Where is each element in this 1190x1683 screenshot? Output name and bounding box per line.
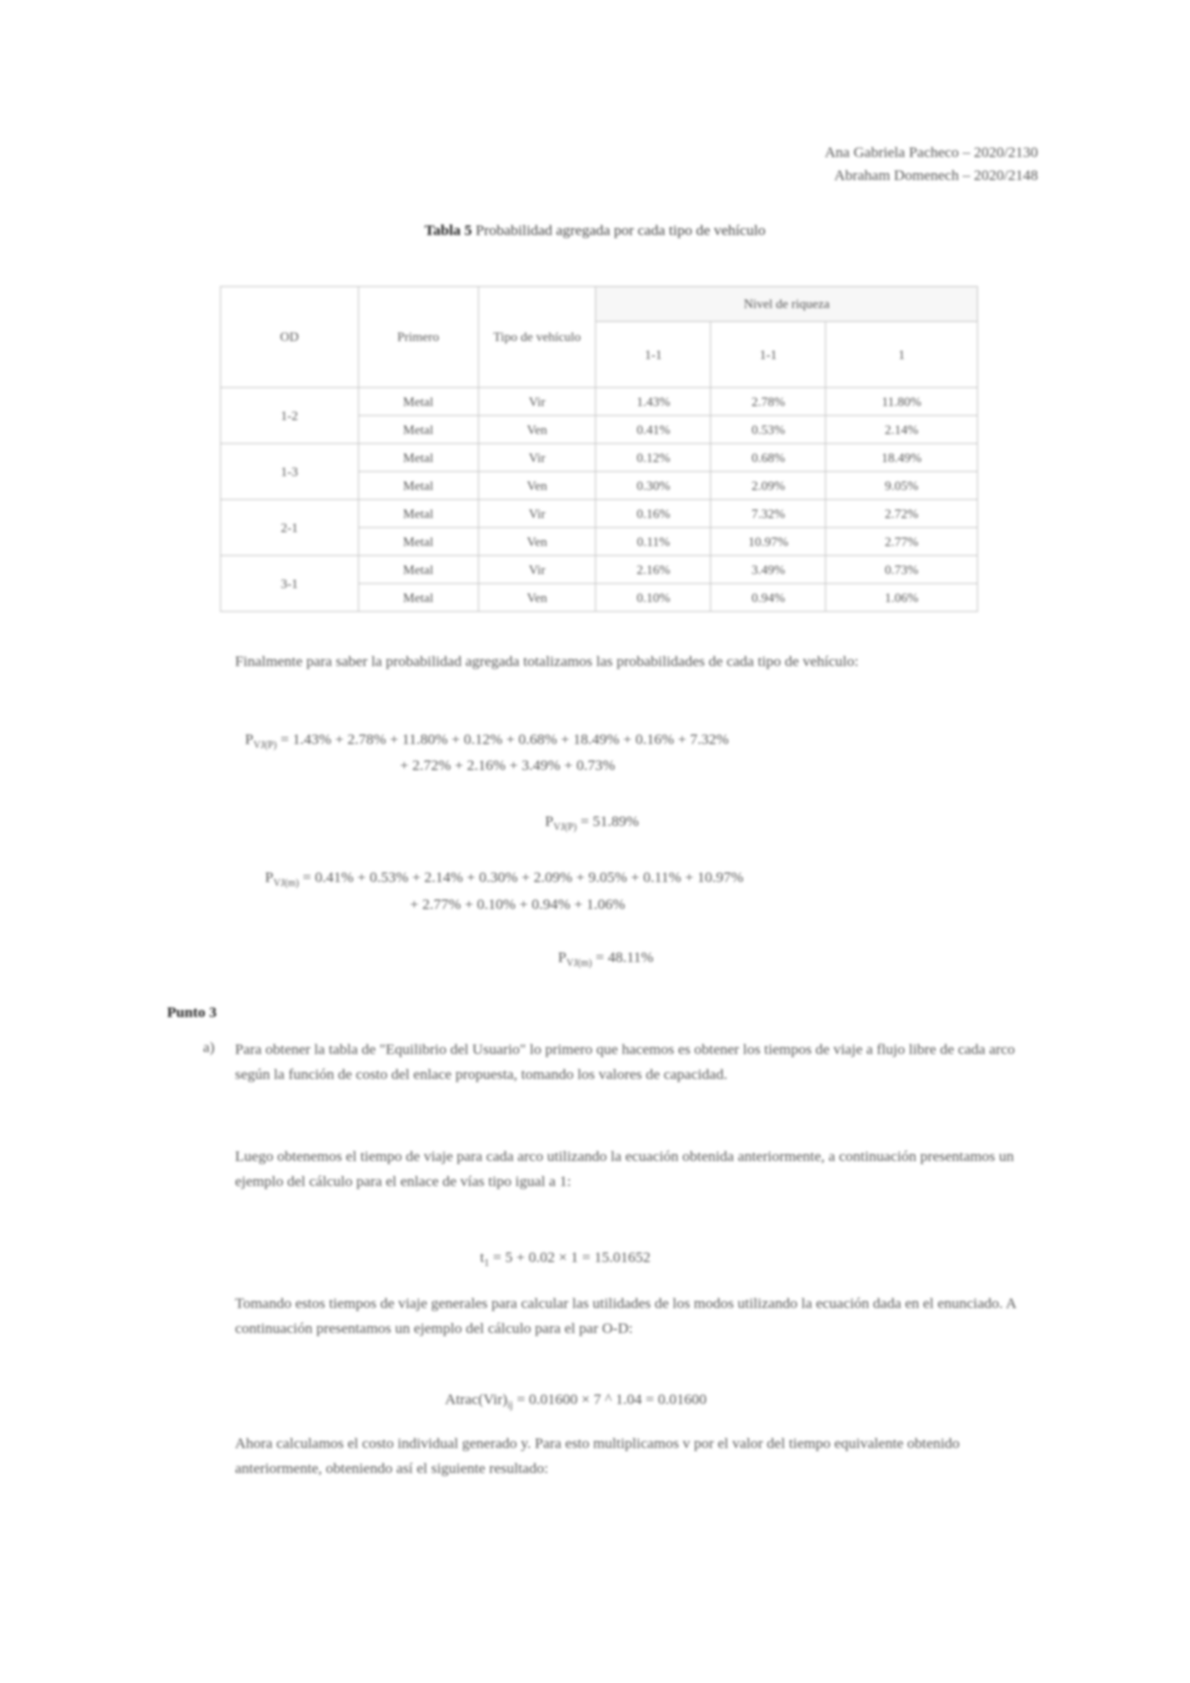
- header-primero: Primero: [358, 287, 478, 388]
- table-cell: Metal: [358, 584, 478, 612]
- eq-sub: ij: [507, 1400, 513, 1411]
- eq-rhs: = 0.41% + 0.53% + 2.14% + 0.30% + 2.09% + 9.05% + 0.11% + 10.97%: [302, 870, 744, 886]
- eq-rhs: = 48.11%: [595, 950, 654, 966]
- table-cell: 0.12%: [596, 444, 711, 472]
- header-level: 1-1: [711, 322, 826, 388]
- table-body: [221, 388, 978, 612]
- paragraph: Ahora calculamos el costo individual generado y. Para esto multiplicamos v por el valor del tiempo equivalente obtenido anteriormente, obteniendo así el siguiente resultado:: [235, 1436, 960, 1477]
- table-cell: Metal: [358, 472, 478, 500]
- equation-3: [480, 1250, 651, 1269]
- equation-2-result: [558, 950, 654, 969]
- table-cell: 0.30%: [596, 472, 711, 500]
- table-row: [221, 500, 978, 528]
- table-cell: 0.11%: [596, 528, 711, 556]
- table-cell: 9.05%: [826, 472, 978, 500]
- table-cell: 2.16%: [596, 556, 711, 584]
- table-cell: 2.14%: [826, 416, 978, 444]
- author-line: Ana Gabriela Pacheco – 2020/2130: [824, 145, 1038, 161]
- header-vehicle-type: Tipo de vehículo: [478, 287, 596, 388]
- table-cell: Ven: [478, 528, 596, 556]
- table-cell: 1.06%: [826, 584, 978, 612]
- table-cell: 11.80%: [826, 388, 978, 416]
- table-cell: 2.78%: [711, 388, 826, 416]
- eq-lhs: P: [265, 870, 274, 886]
- eq-lhs: t: [480, 1250, 485, 1266]
- table-cell: Vir: [478, 388, 596, 416]
- table-cell: Vir: [478, 500, 596, 528]
- eq-rhs: = 1.43% + 2.78% + 11.80% + 0.12% + 0.68% + 18.49% + 0.16% + 7.32%: [280, 732, 729, 748]
- paragraph: Para obtener la tabla de "Equilibrio del Usuario" lo primero que hacemos es obtener los tiempos de viaje a flujo libre de cada arco según la función de costo del enlace propuesta, tomando los valores de capacidad.: [235, 1042, 1015, 1083]
- table-cell: 0.41%: [596, 416, 711, 444]
- eq-lhs: Atrac(Vir): [445, 1392, 508, 1408]
- table-cell: Metal: [358, 528, 478, 556]
- table-cell: Metal: [358, 416, 478, 444]
- equation-1-line-1: [245, 732, 729, 751]
- equation-4: [445, 1392, 707, 1411]
- eq-sub: VJ(P): [553, 822, 577, 833]
- table-caption-text: Probabilidad agregada por cada tipo de vehículo: [475, 223, 766, 239]
- paragraph: Tomando estos tiempos de viaje generales para calcular las utilidades de los modos utilizando la ecuación dada en el enunciado. A continuación presentamos un ejemplo del cálculo para el par O-D:: [235, 1296, 1016, 1337]
- header-od: OD: [221, 287, 359, 388]
- cell-od: 3-1: [221, 556, 359, 612]
- table-cell: 0.68%: [711, 444, 826, 472]
- paragraph: Finalmente para saber la probabilidad agregada totalizamos las probabilidades de cada tipo de vehículo:: [235, 654, 859, 670]
- table-cell: 3.49%: [711, 556, 826, 584]
- list-item-marker: a): [203, 1040, 215, 1056]
- eq-lhs: P: [558, 950, 567, 966]
- equation-1-result: [545, 814, 639, 833]
- table-cell: Ven: [478, 416, 596, 444]
- eq-lhs: P: [245, 732, 254, 748]
- table-cell: 10.97%: [711, 528, 826, 556]
- header-group: Nivel de riqueza: [596, 287, 978, 322]
- table-caption: [0, 223, 1190, 240]
- table-row: [221, 556, 978, 584]
- eq-sub: VJ(m): [566, 958, 592, 969]
- eq-sub: 1: [484, 1258, 490, 1269]
- equation-2-line-1: [265, 870, 744, 889]
- eq-rhs: = 51.89%: [580, 814, 639, 830]
- section-title: Punto 3: [167, 1005, 217, 1021]
- paragraph: Luego obtenemos el tiempo de viaje para cada arco utilizando la ecuación obtenida anteriormente, a continuación presentamos un ejemplo del cálculo para el enlace de vías tipo igual a 1:: [235, 1149, 1014, 1190]
- table-row: [221, 388, 978, 416]
- probability-table: [220, 286, 978, 612]
- table-cell: 2.72%: [826, 500, 978, 528]
- eq-lhs: P: [545, 814, 554, 830]
- equation-1-line-2: + 2.72% + 2.16% + 3.49% + 0.73%: [400, 758, 616, 774]
- author-line: Abraham Domenech – 2020/2148: [834, 168, 1038, 184]
- table-cell: 0.10%: [596, 584, 711, 612]
- table-cell: Metal: [358, 556, 478, 584]
- table-cell: 0.94%: [711, 584, 826, 612]
- eq-sub: VJ(P): [253, 740, 277, 751]
- table-cell: Metal: [358, 500, 478, 528]
- header-level: 1: [826, 322, 978, 388]
- table-cell: Metal: [358, 388, 478, 416]
- table-cell: Vir: [478, 444, 596, 472]
- table-caption-prefix: Tabla 5: [424, 223, 472, 239]
- header-level: 1-1: [596, 322, 711, 388]
- table-cell: Vir: [478, 556, 596, 584]
- table-cell: 2.09%: [711, 472, 826, 500]
- table-cell: 7.32%: [711, 500, 826, 528]
- table-cell: Metal: [358, 444, 478, 472]
- table-cell: 1.43%: [596, 388, 711, 416]
- eq-sub: VJ(m): [273, 878, 299, 889]
- equation-2-line-2: + 2.77% + 0.10% + 0.94% + 1.06%: [410, 897, 626, 913]
- eq-rhs: = 5 + 0.02 × 1 = 15.01652: [492, 1250, 651, 1266]
- table-cell: 2.77%: [826, 528, 978, 556]
- cell-od: 1-3: [221, 444, 359, 500]
- table-cell: 0.73%: [826, 556, 978, 584]
- author-block: [825, 142, 1038, 188]
- table-cell: Ven: [478, 472, 596, 500]
- table-cell: Ven: [478, 584, 596, 612]
- cell-od: 2-1: [221, 500, 359, 556]
- table-cell: 18.49%: [826, 444, 978, 472]
- table-cell: 0.53%: [711, 416, 826, 444]
- eq-rhs: = 0.01600 × 7 ^ 1.04 = 0.01600: [516, 1392, 707, 1408]
- table-row: [221, 444, 978, 472]
- cell-od: 1-2: [221, 388, 359, 444]
- table-cell: 0.16%: [596, 500, 711, 528]
